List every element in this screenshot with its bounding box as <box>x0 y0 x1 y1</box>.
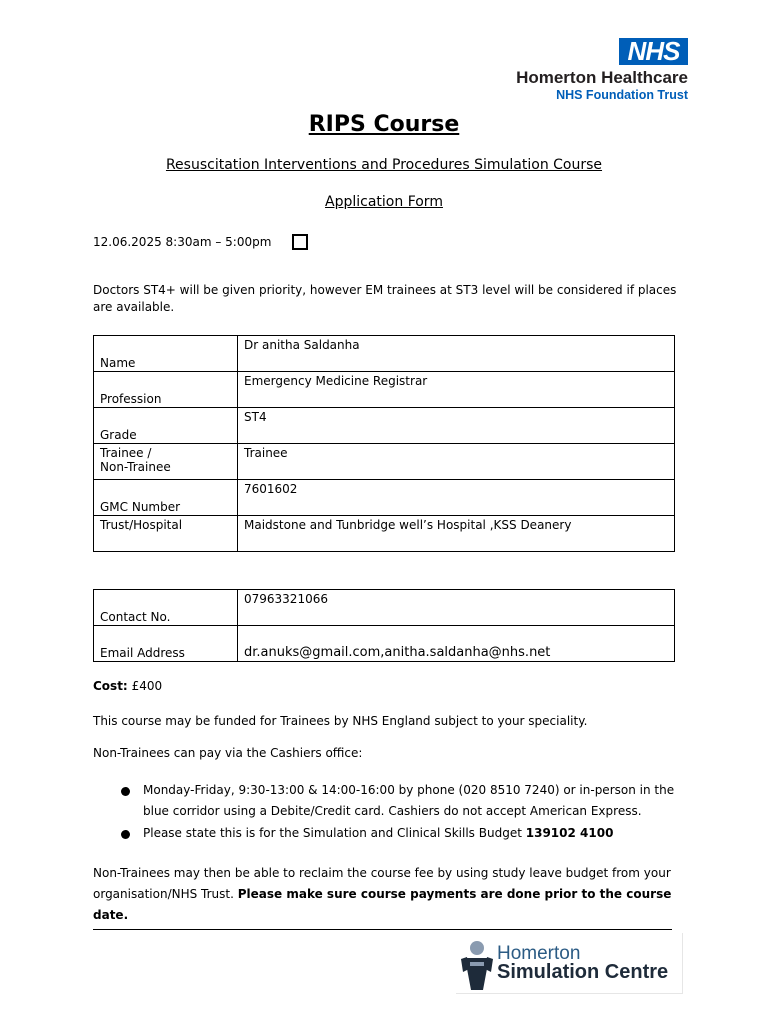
table-row <box>94 372 675 408</box>
page-title: RIPS Course <box>308 112 460 137</box>
table-row <box>94 480 675 516</box>
trainee-status-field[interactable] <box>238 444 675 480</box>
funding-note: This course may be funded for Trainees by NHS England subject to your speciality. <box>93 714 588 728</box>
session-date: 12.06.2025 8:30am – 5:00pm <box>93 235 272 249</box>
field-label-grade: Grade <box>100 428 137 442</box>
bullet-payment-line2: blue corridor using a Debite/Credit card. Cashiers do not accept American Express. <box>143 804 642 818</box>
applicant-details-table <box>93 335 675 552</box>
table-row <box>94 408 675 444</box>
field-label-trainee-line2: Non-Trainee <box>100 460 171 474</box>
contact-details-table <box>93 589 675 662</box>
sim-logo-text-homerton: Homerton <box>497 943 581 964</box>
nhs-logo: NHS <box>619 38 688 65</box>
sim-logo-text-centre: Simulation Centre <box>497 961 669 983</box>
field-label-profession: Profession <box>100 392 162 406</box>
table-row <box>94 626 675 662</box>
field-label-gmc: GMC Number <box>100 500 181 514</box>
footer-divider <box>93 929 672 930</box>
field-label-email: Email Address <box>100 646 185 660</box>
field-value-email: dr.anuks@gmail.com,anitha.saldanha@nhs.net <box>244 645 551 660</box>
reclaim-line1: Non-Trainees may then be able to reclaim the course fee by using study leave budget from your <box>93 866 671 880</box>
field-label-name: Name <box>100 356 136 370</box>
course-subtitle: Resuscitation Interventions and Procedures Simulation Course <box>165 157 603 173</box>
profession-field[interactable] <box>238 372 675 408</box>
trust-hospital-field[interactable] <box>238 516 675 552</box>
payment-warning: Please make sure course payments are done prior to the course date. <box>93 887 672 922</box>
reclaim-note <box>93 863 683 926</box>
priority-note: Doctors ST4+ will be given priority, however EM trainees at ST3 level will be considered if places are available. <box>93 283 677 314</box>
reclaim-line2: organisation/NHS Trust. <box>93 887 234 901</box>
cost-line <box>93 676 683 697</box>
table-row <box>94 590 675 626</box>
budget-code: 139102 4100 <box>525 826 614 840</box>
field-value-trust: Maidstone and Tunbridge well’s Hospital ,KSS Deanery <box>244 518 572 532</box>
field-label-trainee <box>100 446 171 474</box>
field-label-trainee-line1: Trainee / <box>100 446 152 460</box>
table-row <box>94 516 675 552</box>
field-value-trainee-status: Trainee <box>244 446 288 460</box>
session-checkbox[interactable] <box>292 234 308 250</box>
person-icon <box>460 940 494 992</box>
bullet-budget-code <box>143 823 683 844</box>
bullet-icon <box>121 787 130 796</box>
organisation-subtitle: NHS Foundation Trust <box>556 88 688 102</box>
cost-value: £400 <box>131 679 163 693</box>
form-title: Application Form <box>325 194 443 210</box>
field-value-name: Dr anitha Saldanha <box>244 338 360 352</box>
cashier-note: Non-Trainees can pay via the Cashiers office: <box>93 746 363 760</box>
budget-text: Please state this is for the Simulation and Clinical Skills Budget <box>143 826 522 840</box>
grade-field[interactable] <box>238 408 675 444</box>
organisation-name: Homerton Healthcare <box>516 68 688 87</box>
field-value-grade: ST4 <box>244 410 267 424</box>
table-row <box>94 336 675 372</box>
field-label-contact: Contact No. <box>100 610 171 624</box>
bullet-icon <box>121 830 130 839</box>
field-value-contact: 07963321066 <box>244 592 328 606</box>
field-value-profession: Emergency Medicine Registrar <box>244 374 428 388</box>
gmc-number-field[interactable] <box>238 480 675 516</box>
field-value-gmc: 7601602 <box>244 482 298 496</box>
cost-label: Cost: <box>93 679 128 693</box>
email-address-field[interactable] <box>238 626 675 662</box>
name-field[interactable] <box>238 336 675 372</box>
table-row <box>94 444 675 480</box>
bullet-payment-hours <box>143 780 683 822</box>
bullet-payment-line1: Monday-Friday, 9:30-13:00 & 14:00-16:00 by phone (020 8510 7240) or in-person in the <box>143 783 675 797</box>
field-label-trust: Trust/Hospital <box>100 518 183 532</box>
contact-number-field[interactable] <box>238 590 675 626</box>
